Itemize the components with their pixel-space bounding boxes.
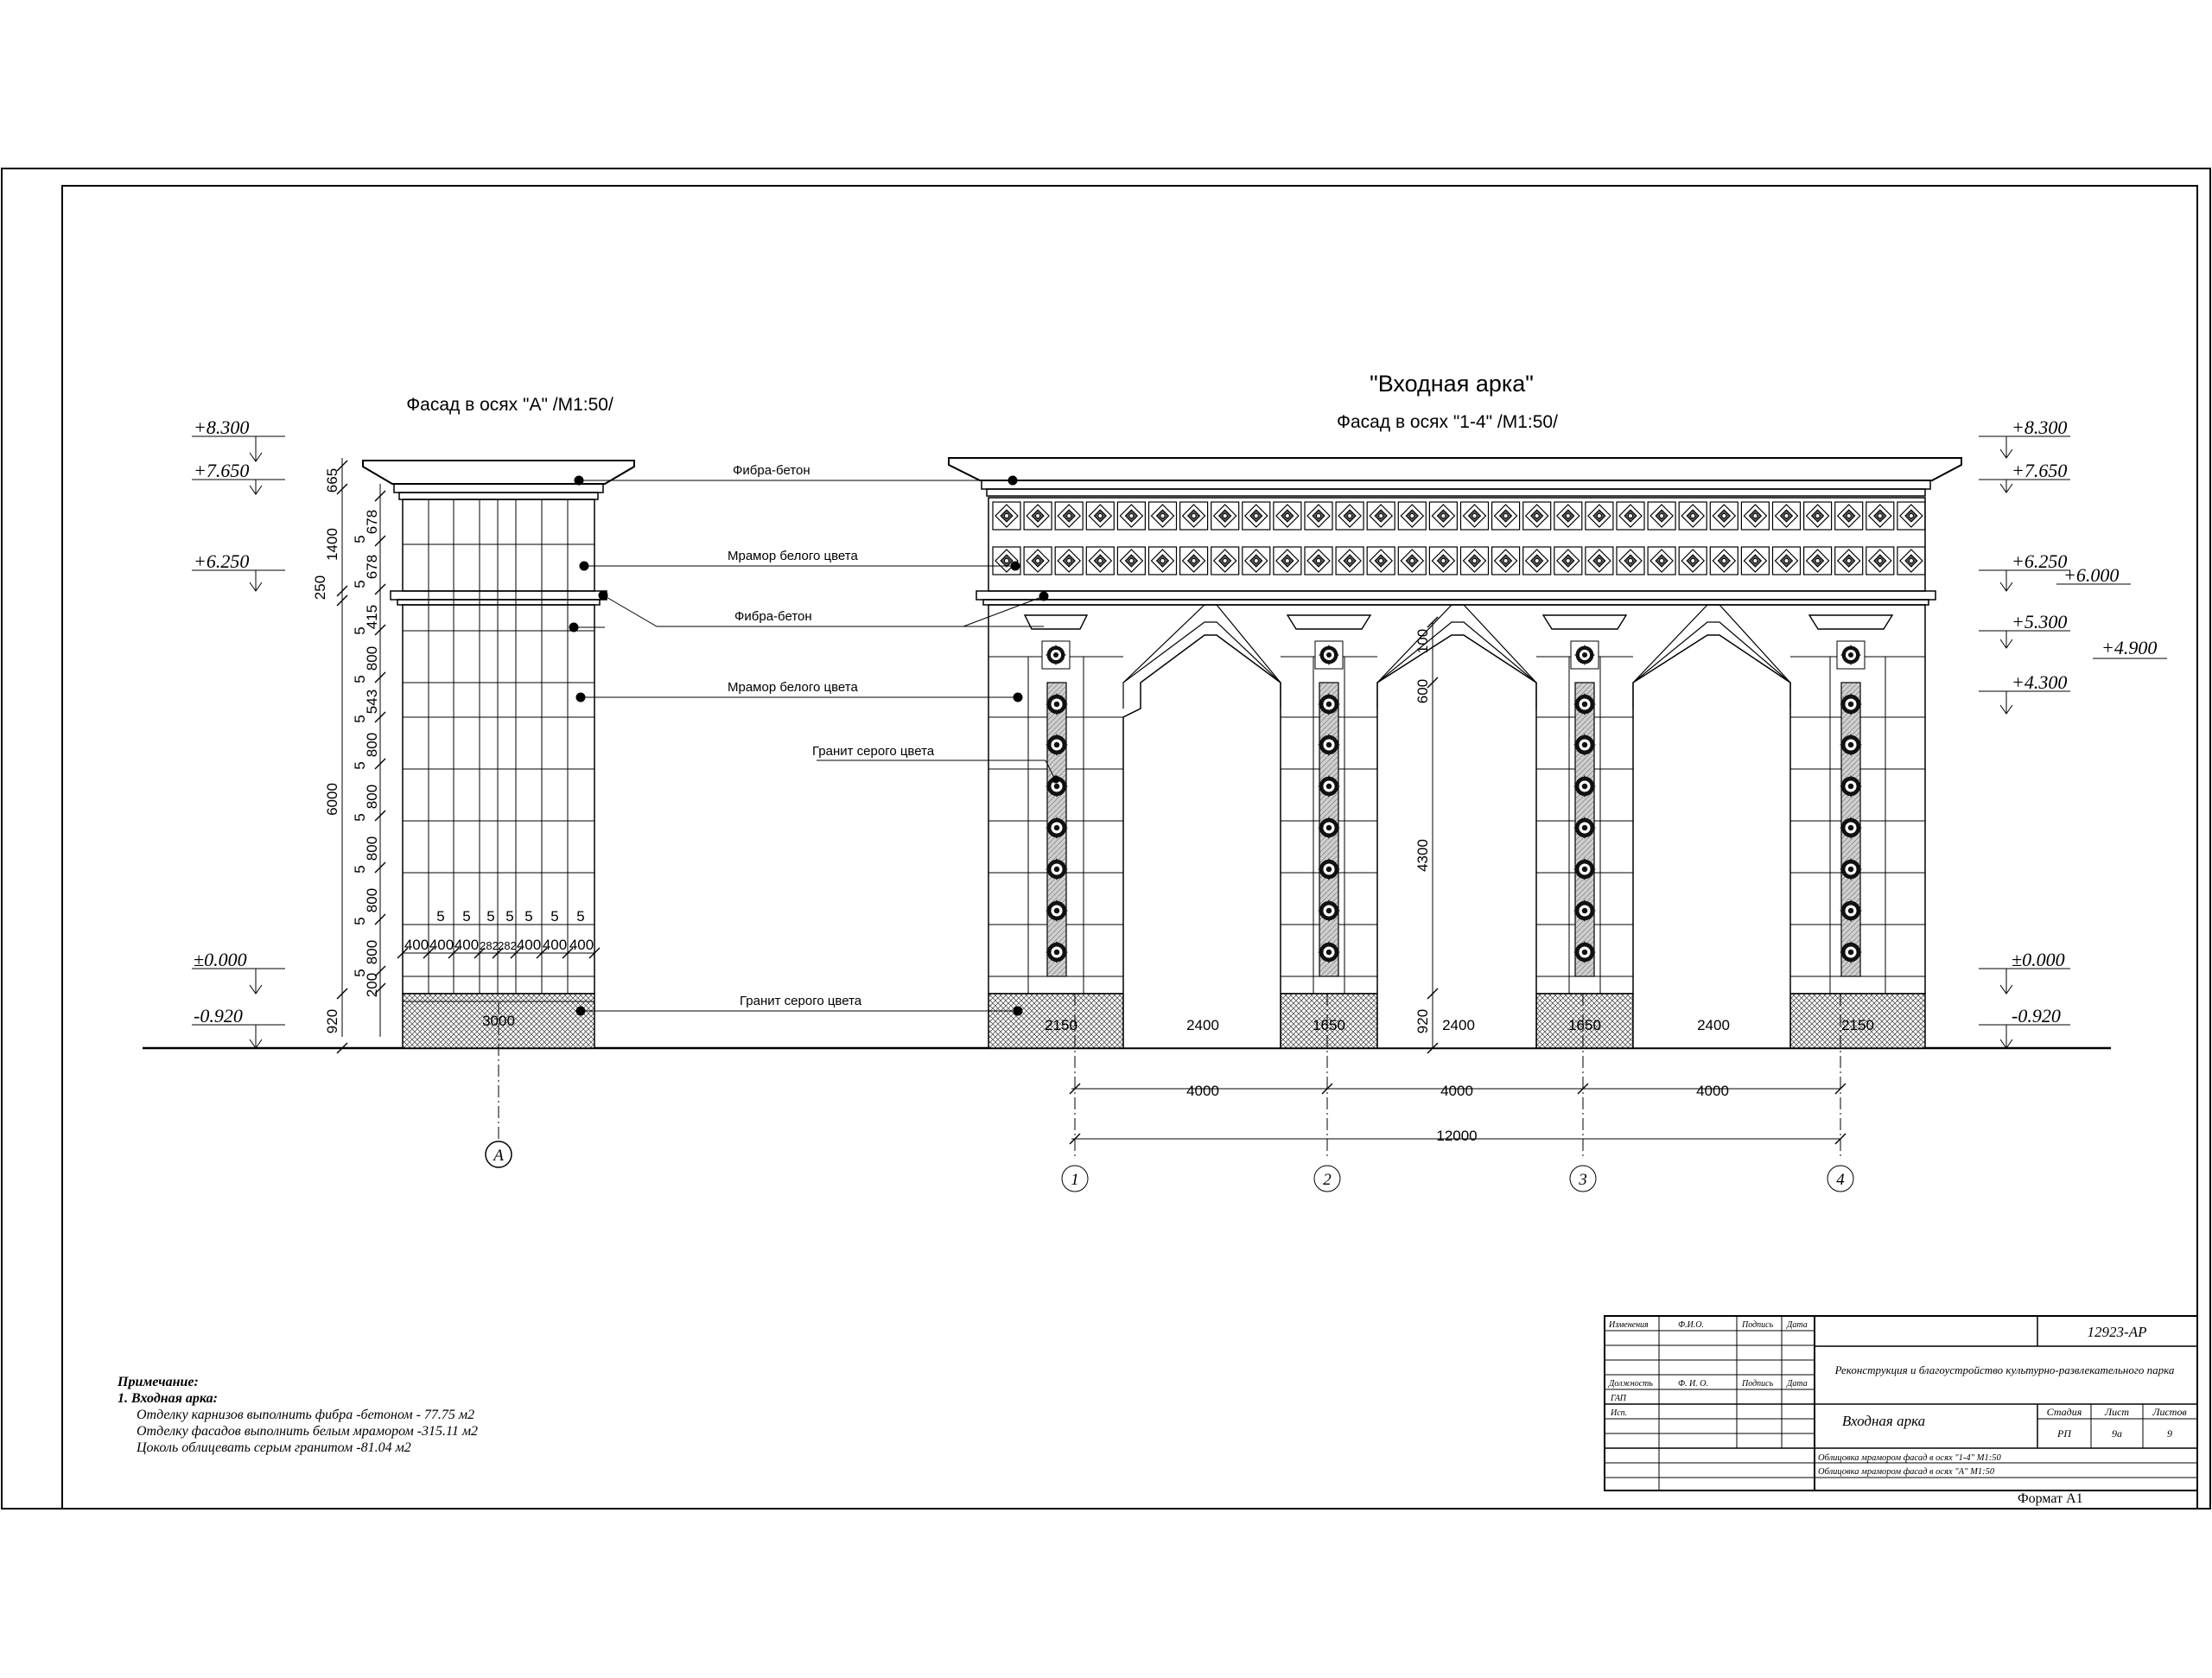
facade-a-drawing bbox=[363, 461, 634, 1167]
level-mark: ±0.000 bbox=[2012, 949, 2065, 970]
level-mark: +6.250 bbox=[2012, 550, 2068, 572]
stamp-project: Реконструкция и благоустройство культурно-развлекательного парка bbox=[1834, 1363, 2175, 1376]
stamp-stage-label: Стадия bbox=[2046, 1406, 2082, 1418]
format-label: Формат А1 bbox=[2018, 1491, 2083, 1506]
span-dim: 4000 bbox=[1440, 1083, 1473, 1099]
axis-3-label: 3 bbox=[1579, 1171, 1587, 1189]
frieze-tile bbox=[1492, 547, 1520, 575]
stamp-sheet: 9а bbox=[2112, 1427, 2122, 1440]
inner-dim: 800 bbox=[364, 732, 380, 758]
axis-1-label: 1 bbox=[1071, 1171, 1079, 1189]
pier-dim: 2150 bbox=[1841, 1017, 1874, 1033]
stamp-header: Подпись bbox=[1742, 1379, 1774, 1389]
facade-a-outer-dim-texts bbox=[312, 468, 340, 1033]
stamp-desc-1: Облицовка мрамором фасад в осях "1-4" М1:50 bbox=[1818, 1453, 2001, 1463]
frieze-tile bbox=[1835, 547, 1863, 575]
inner-dim: 5 bbox=[352, 865, 368, 874]
frieze-tile bbox=[1211, 547, 1239, 575]
level-mark: +6.000 bbox=[2063, 564, 2120, 586]
width-dim: 400 bbox=[516, 937, 542, 953]
stamp-desc-2: Облицовка мрамором фасад в осях "А" М1:50 bbox=[1818, 1467, 1995, 1477]
stamp-sheets: 9 bbox=[2167, 1427, 2172, 1440]
frieze-tile bbox=[1180, 502, 1208, 530]
title-block bbox=[1605, 1316, 2197, 1490]
inner-dim: 543 bbox=[364, 689, 380, 715]
level-mark: +7.650 bbox=[2012, 460, 2068, 481]
pier-dim: 2150 bbox=[1045, 1017, 1077, 1033]
width-dim: 400 bbox=[454, 937, 480, 953]
ornamental-frieze bbox=[993, 502, 1925, 575]
frieze-tile bbox=[1243, 502, 1270, 530]
level-mark: +4.300 bbox=[2012, 671, 2068, 693]
frieze-tile bbox=[1367, 547, 1395, 575]
pier-dim: 2400 bbox=[1442, 1017, 1475, 1033]
pier-dim: 2400 bbox=[1697, 1017, 1730, 1033]
frieze-tile bbox=[1180, 547, 1208, 575]
frieze-tile bbox=[1773, 502, 1801, 530]
level-mark: +8.300 bbox=[2012, 416, 2068, 438]
frieze-tile bbox=[1305, 502, 1332, 530]
pier-dim: 2400 bbox=[1186, 1017, 1219, 1033]
level-mark: ±0.000 bbox=[194, 949, 247, 970]
joint-dim: 5 bbox=[436, 908, 445, 925]
frieze-tile bbox=[1586, 547, 1613, 575]
inner-dim: 5 bbox=[352, 917, 368, 925]
pier-dim: 1650 bbox=[1568, 1017, 1601, 1033]
inner-dim: 678 bbox=[364, 554, 380, 580]
frieze-tile bbox=[1086, 502, 1114, 530]
stamp-sheets-label: Листов bbox=[2152, 1406, 2187, 1418]
frieze-tile bbox=[1741, 502, 1769, 530]
width-dim: 400 bbox=[404, 937, 429, 953]
inner-dim: 800 bbox=[364, 939, 380, 965]
frieze-tile bbox=[1679, 547, 1707, 575]
stamp-header: Дата bbox=[1787, 1320, 1808, 1330]
level-mark: +7.650 bbox=[194, 460, 250, 481]
inner-dim: 5 bbox=[352, 580, 368, 588]
dim-6000: 6000 bbox=[324, 783, 340, 816]
notes-heading: Примечание: bbox=[118, 1375, 199, 1389]
stamp-header: Дата bbox=[1787, 1379, 1808, 1389]
leader-grey-granite-2: Гранит серого цвета bbox=[740, 994, 862, 1008]
joint-dim: 5 bbox=[524, 908, 533, 925]
stamp-header: Ф.И.О. bbox=[1678, 1320, 1704, 1330]
leader-fibre-concrete-1: Фибра-бетон bbox=[733, 463, 810, 478]
span-dim: 4000 bbox=[1186, 1083, 1219, 1099]
facade-14-title: Фасад в осях "1-4" /М1:50/ bbox=[1337, 412, 1558, 432]
level-mark: +5.300 bbox=[2012, 611, 2068, 632]
frieze-tile bbox=[1866, 547, 1894, 575]
frieze-tile bbox=[1398, 547, 1426, 575]
leader-fibre-concrete-2: Фибра-бетон bbox=[734, 609, 812, 624]
level-mark: -0.920 bbox=[2012, 1005, 2061, 1027]
leader-white-marble-1: Мрамор белого цвета bbox=[728, 549, 858, 563]
frieze-tile bbox=[1461, 547, 1489, 575]
joint-dim: 5 bbox=[505, 908, 514, 925]
stamp-role: Исп. bbox=[1611, 1408, 1628, 1418]
frieze-tile bbox=[1897, 547, 1925, 575]
joint-dim: 5 bbox=[550, 908, 559, 925]
inner-dim: 5 bbox=[352, 715, 368, 723]
level-marks-left bbox=[194, 416, 249, 1027]
frieze-tile bbox=[1866, 502, 1894, 530]
stamp-header: Должность bbox=[1609, 1379, 1653, 1389]
note-line: Отделку фасадов выполнить белым мрамором -315.11 м2 bbox=[137, 1424, 479, 1439]
joint-dim: 5 bbox=[486, 908, 495, 925]
width-dim: 282 bbox=[480, 939, 499, 952]
frieze-tile bbox=[1679, 502, 1707, 530]
frieze-tile bbox=[1117, 502, 1145, 530]
width-dim: 400 bbox=[569, 937, 594, 953]
title-block-text bbox=[1608, 1320, 2187, 1477]
level-marks-right bbox=[2012, 416, 2157, 1027]
frieze-tile bbox=[1586, 502, 1613, 530]
frieze-tile bbox=[1773, 547, 1801, 575]
inner-dim: 415 bbox=[364, 604, 380, 630]
leader-white-marble-2: Мрамор белого цвета bbox=[728, 680, 858, 695]
inner-dim: 800 bbox=[364, 784, 380, 810]
frieze-tile bbox=[1055, 547, 1083, 575]
frieze-tile bbox=[1211, 502, 1239, 530]
inner-dim: 5 bbox=[352, 675, 368, 683]
dim-3000: 3000 bbox=[482, 1013, 515, 1029]
stamp-code: 12923-АР bbox=[2087, 1324, 2147, 1340]
frieze-tile bbox=[1835, 502, 1863, 530]
width-dim: 400 bbox=[542, 937, 568, 953]
dim-665: 665 bbox=[324, 467, 340, 493]
frieze-tile bbox=[1897, 502, 1925, 530]
inner-dim: 5 bbox=[352, 813, 368, 822]
frieze-tile bbox=[1648, 502, 1675, 530]
joint-dim: 5 bbox=[576, 908, 585, 925]
stamp-header: Ф. И. О. bbox=[1678, 1379, 1708, 1389]
frieze-tile bbox=[1429, 547, 1457, 575]
frieze-tile bbox=[1804, 547, 1832, 575]
stamp-stage: РП bbox=[2057, 1427, 2071, 1440]
stamp-sheet-name: Входная арка bbox=[1841, 1413, 1926, 1429]
inner-dim: 200 bbox=[364, 972, 380, 998]
frieze-tile bbox=[1243, 547, 1270, 575]
frieze-tile bbox=[1305, 547, 1332, 575]
joint-dim: 5 bbox=[462, 908, 471, 925]
frieze-tile bbox=[1274, 547, 1301, 575]
level-mark: +8.300 bbox=[194, 416, 250, 438]
level-mark: -0.920 bbox=[194, 1005, 243, 1027]
facade-a-title: Фасад в осях "А" /М1:50/ bbox=[406, 395, 613, 415]
dim-1400: 1400 bbox=[324, 528, 340, 561]
frieze-tile bbox=[1274, 502, 1301, 530]
leader-grey-granite-1: Гранит серого цвета bbox=[812, 744, 935, 759]
frieze-tile bbox=[1149, 547, 1177, 575]
frieze-tile bbox=[1024, 547, 1052, 575]
frieze-tile bbox=[1398, 502, 1426, 530]
level-mark: +4.900 bbox=[2101, 637, 2158, 658]
frieze-tile bbox=[1055, 502, 1083, 530]
frieze-tile bbox=[1117, 547, 1145, 575]
inner-dim: 800 bbox=[364, 887, 380, 913]
frieze-tile bbox=[1024, 502, 1052, 530]
dim-100: 100 bbox=[1414, 628, 1431, 654]
frieze-tile bbox=[1523, 502, 1551, 530]
frieze-tile bbox=[993, 502, 1020, 530]
material-leader-labels bbox=[728, 463, 935, 1008]
inner-dim: 5 bbox=[352, 535, 368, 543]
inner-dim: 678 bbox=[364, 509, 380, 535]
width-dim: 282 bbox=[498, 939, 517, 952]
note-line: Цоколь облицевать серым гранитом -81.04 м2 bbox=[137, 1440, 411, 1455]
width-dim: 400 bbox=[429, 937, 454, 953]
notes bbox=[118, 1374, 567, 1456]
frieze-tile bbox=[1523, 547, 1551, 575]
level-mark: +6.250 bbox=[194, 550, 250, 572]
frieze-tile bbox=[1086, 547, 1114, 575]
frieze-tile bbox=[1741, 547, 1769, 575]
total-dim: 12000 bbox=[1436, 1128, 1478, 1144]
dim-250: 250 bbox=[312, 575, 328, 601]
axis-labels bbox=[1071, 1171, 1845, 1189]
outer-frame bbox=[2, 168, 2210, 1509]
inner-dim: 5 bbox=[352, 626, 368, 635]
stamp-role: ГАП bbox=[1611, 1394, 1627, 1403]
inner-dim: 800 bbox=[364, 836, 380, 861]
facade-a-bottom-dim-texts bbox=[404, 908, 594, 953]
span-dim: 4000 bbox=[1696, 1083, 1729, 1099]
pier-dim: 1650 bbox=[1313, 1017, 1345, 1033]
notes-item-title: 1. Входная арка: bbox=[118, 1391, 218, 1406]
frieze-tile bbox=[1710, 502, 1738, 530]
frieze-tile bbox=[1804, 502, 1832, 530]
axis-2-label: 2 bbox=[1323, 1171, 1332, 1189]
dim-920-left: 920 bbox=[324, 1008, 340, 1034]
level-marks-right-lines bbox=[1979, 436, 2167, 1048]
inner-dim: 800 bbox=[364, 645, 380, 671]
frieze-tile bbox=[1710, 547, 1738, 575]
stamp-sheet-label: Лист bbox=[2104, 1406, 2130, 1418]
inner-dim: 5 bbox=[352, 969, 368, 977]
stamp-header: Изменения bbox=[1609, 1320, 1649, 1330]
frieze-tile bbox=[1492, 502, 1520, 530]
frieze-tile bbox=[1336, 547, 1363, 575]
axis-a-label: А bbox=[493, 1147, 504, 1165]
frieze-tile bbox=[1617, 502, 1644, 530]
frieze-tile bbox=[1554, 502, 1582, 530]
dim-920-right: 920 bbox=[1414, 1008, 1431, 1034]
frieze-tile bbox=[1648, 547, 1675, 575]
arch-openings bbox=[1123, 635, 1790, 1048]
frieze-tile bbox=[1367, 502, 1395, 530]
stamp-header: Подпись bbox=[1742, 1320, 1774, 1330]
dim-600: 600 bbox=[1414, 678, 1431, 704]
frieze-tile bbox=[1429, 502, 1457, 530]
frieze-tile bbox=[1461, 502, 1489, 530]
dim-4300: 4300 bbox=[1414, 839, 1431, 872]
frieze-tile bbox=[1149, 502, 1177, 530]
frieze-tile bbox=[1554, 547, 1582, 575]
frieze-tile bbox=[1617, 547, 1644, 575]
main-title: "Входная арка" bbox=[1370, 371, 1534, 397]
inner-dim: 5 bbox=[352, 761, 368, 770]
note-line: Отделку карнизов выполнить фибра -бетоном - 77.75 м2 bbox=[137, 1408, 475, 1422]
frieze-tile bbox=[1336, 502, 1363, 530]
axis-4-label: 4 bbox=[1836, 1171, 1845, 1189]
